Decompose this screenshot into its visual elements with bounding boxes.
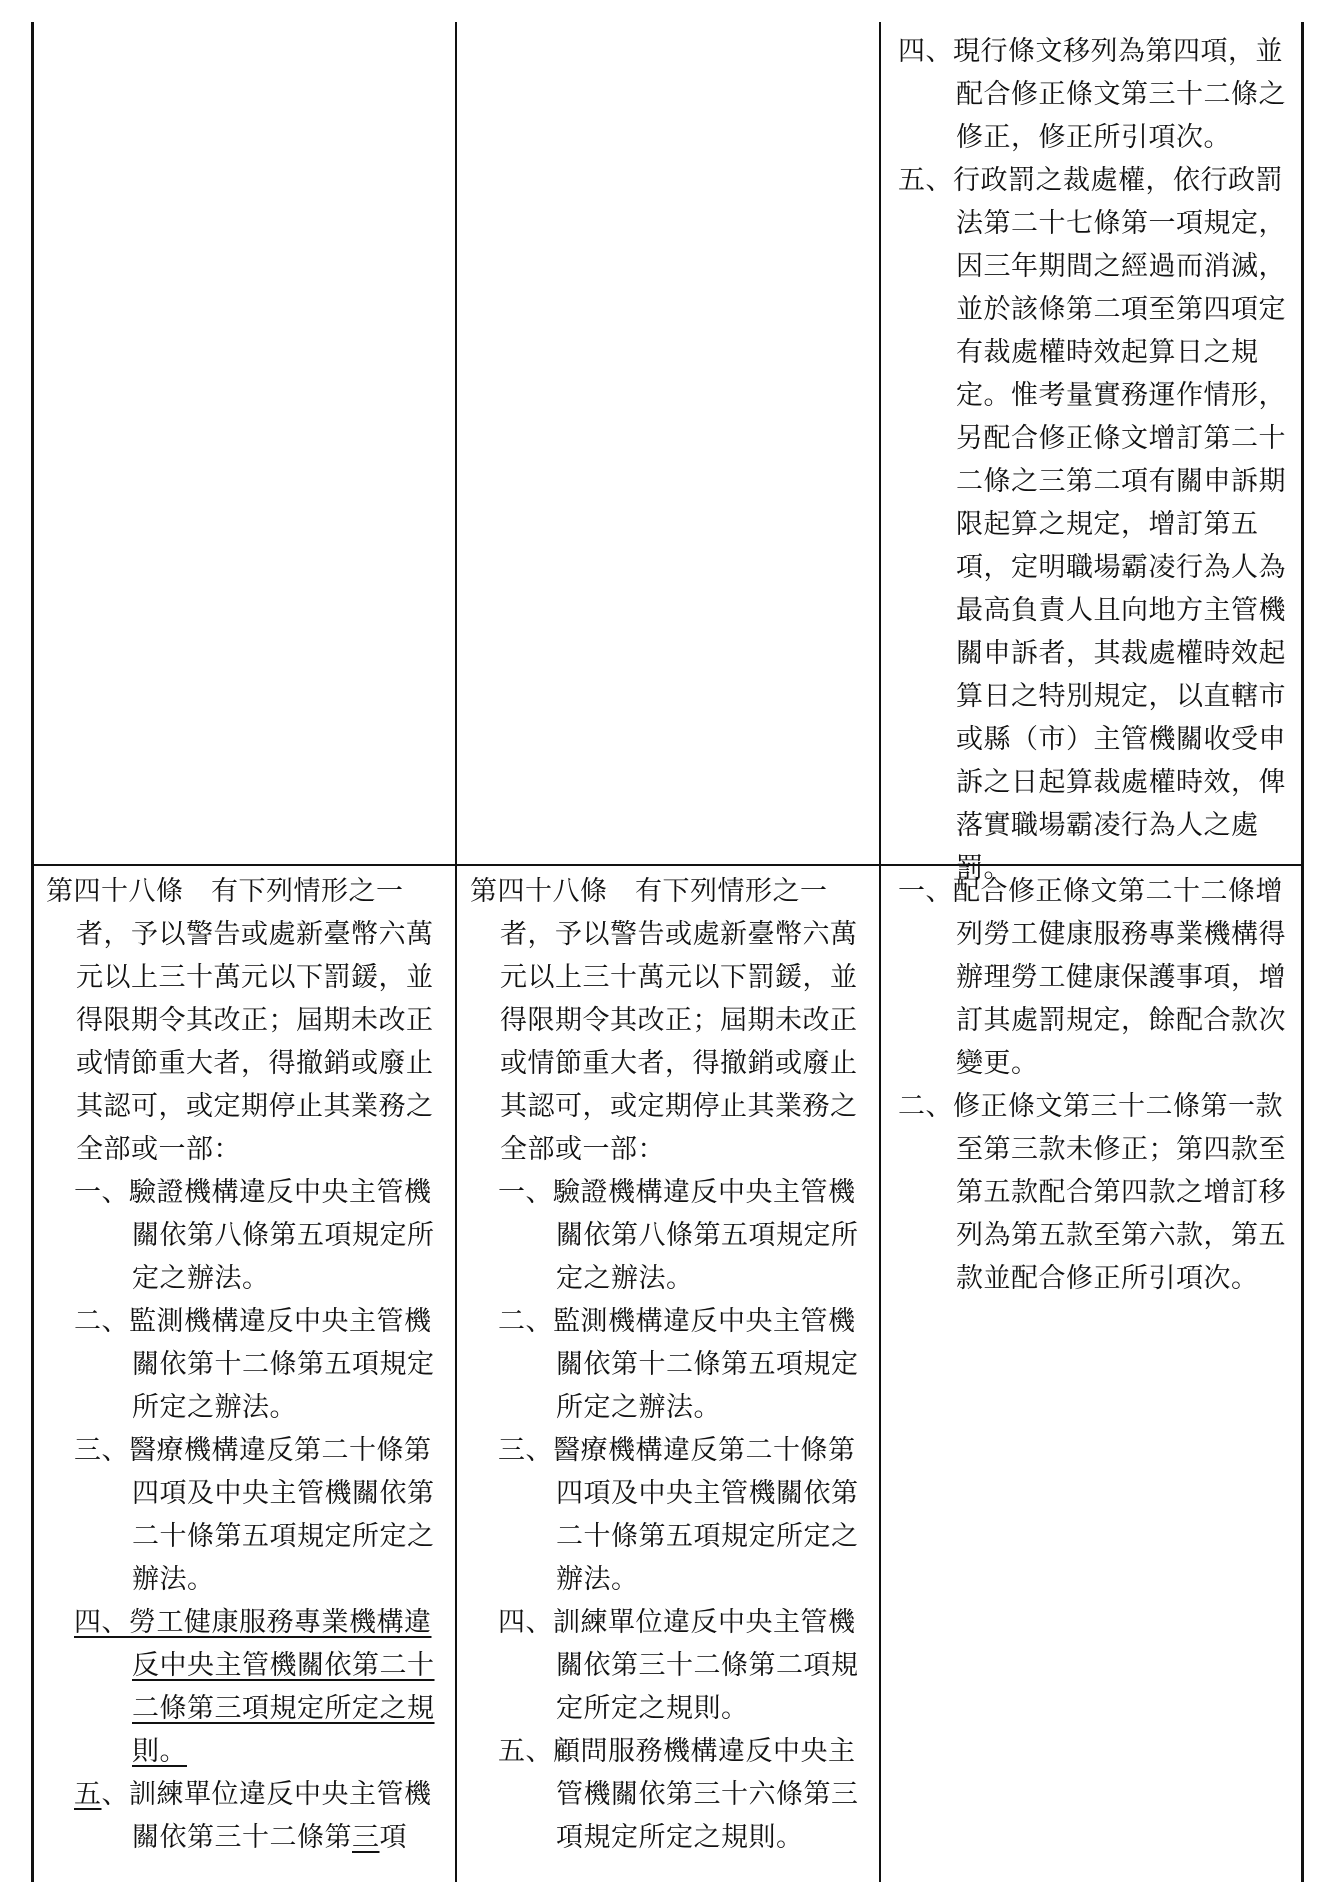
article-item: 二、監測機構違反中央主管機關依第十二條第五項規定所定之辦法。 (498, 1306, 859, 1423)
article-item: 一、驗證機構違反中央主管機關依第八條第五項規定所定之辦法。 (74, 1177, 435, 1294)
article-item: 四、訓練單位違反中央主管機關依第三十二條第二項規定所定之規則。 (498, 1607, 859, 1724)
article-lead: 第四十八條 有下列情形之一者，予以警告或處新臺幣六萬元以上三十萬元以下罰鍰，並得限期令其改正；屆期未改正或情節重大者，得撤銷或廢止其認可，或定期停止其業務之全部或一部： (46, 876, 434, 1165)
column-divider-1 (455, 22, 457, 1882)
changed-mark: 三 (352, 1822, 380, 1853)
table-right-border (1301, 22, 1304, 1882)
explanation-item: 五、行政罰之裁處權，依行政罰法第二十七條第一項規定，因三年期間之經過而消滅，並於該條第二項至第四項定有裁處權時效起算日之規定。惟考量實務運作情形，另配合修正條文增訂第二十二條之三第二項有關申訴期限起算之規定，增訂第五項，定明職場霸凌行為人為最高負責人且向地方主管機關申訴者，其裁處權時效起算日之特別規定，以直轄市或縣（市）主管機關收受申訴之日起算裁處權時效，俾落實職場霸凌行為人之處罰。 (898, 165, 1286, 884)
article-item: 二、監測機構違反中央主管機關依第十二條第五項規定所定之辦法。 (74, 1306, 435, 1423)
top-explanation-cell (898, 30, 1290, 890)
article-item-added (46, 1601, 444, 1773)
article-item: 一、驗證機構違反中央主管機關依第八條第五項規定所定之辦法。 (498, 1177, 859, 1294)
current-article-cell (470, 870, 868, 1859)
explanation-item: 二、修正條文第三十二條第一款至第三款未修正；第四款至第五款配合第四款之增訂移列為第五款至第六款，第五款並配合修正所引項次。 (898, 1091, 1286, 1294)
column-divider-2 (879, 22, 881, 1882)
article-item: 五、訓練單位違反中央主管機關依第三十二條第三項 (74, 1779, 432, 1853)
added-text: 四、勞工健康服務專業機構違反中央主管機關依第二十二條第三項規定所定之規則。 (74, 1607, 435, 1767)
renumbered-mark: 五 (74, 1779, 102, 1810)
explanation-item: 一、配合修正條文第二十二條增列勞工健康服務專業機構得辦理勞工健康保護事項，增訂其處罰規定，餘配合款次變更。 (898, 876, 1286, 1079)
table-left-border (31, 22, 34, 1882)
article-item: 三、醫療機構違反第二十條第四項及中央主管機關依第二十條第五項規定所定之辦法。 (498, 1435, 859, 1595)
article-item: 五、顧問服務機構違反中央主管機關依第三十六條第三項規定所定之規則。 (498, 1736, 859, 1853)
article-lead: 第四十八條 有下列情形之一者，予以警告或處新臺幣六萬元以上三十萬元以下罰鍰，並得限期令其改正；屆期未改正或情節重大者，得撤銷或廢止其認可，或定期停止其業務之全部或一部： (470, 876, 858, 1165)
explanation-item: 四、現行條文移列為第四項，並配合修正條文第三十二條之修正，修正所引項次。 (898, 36, 1286, 153)
bottom-explanation-cell (898, 870, 1290, 1300)
article-item: 三、醫療機構違反第二十條第四項及中央主管機關依第二十條第五項規定所定之辦法。 (74, 1435, 435, 1595)
amended-article-cell (46, 870, 444, 1859)
